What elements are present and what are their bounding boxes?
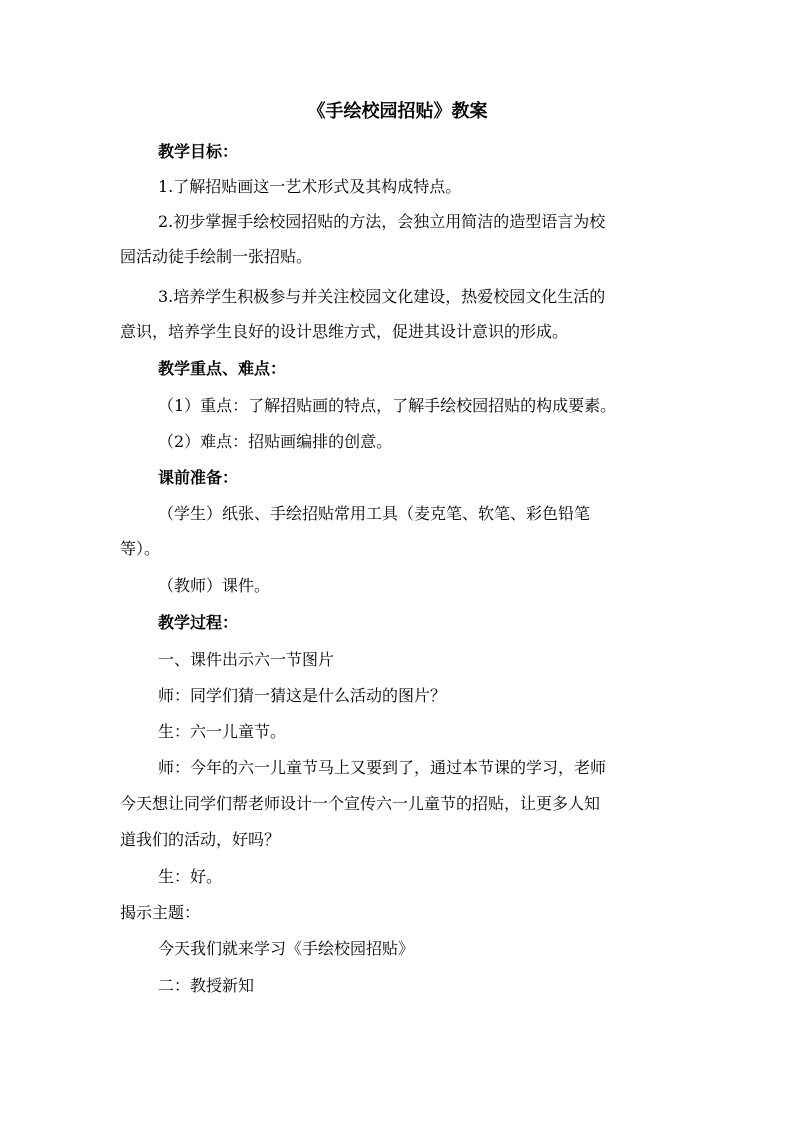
keypoint-2: （2）难点：招贴画编排的创意。 (158, 432, 393, 451)
prep-teacher: （教师）课件。 (158, 576, 271, 595)
process-heading: 教学过程： (158, 613, 239, 632)
objective-2-line2: 园活动徒手绘制一张招贴。 (120, 247, 313, 266)
dialog-3-line2: 今天想让同学们帮老师设计一个宣传六一儿童节的招贴，让更多人知 (120, 794, 601, 813)
objectives-heading: 教学目标： (158, 142, 239, 161)
dialog-1: 师：同学们猜一猜这是什么活动的图片？ (158, 686, 447, 705)
objective-2-line1: 2.初步掌握手绘校园招贴的方法，会独立用简洁的造型语言为校 (158, 212, 606, 231)
step-1: 一、课件出示六一节图片 (158, 650, 335, 669)
objective-1: 1.了解招贴画这一艺术形式及其构成特点。 (158, 177, 462, 196)
dialog-4: 生：好。 (158, 867, 223, 886)
prep-student-line2: 等）。 (120, 539, 161, 558)
reveal-text: 今天我们就来学习《手绘校园招贴》 (158, 939, 415, 958)
objective-3-line2: 意识，培养学生良好的设计思维方式，促进其设计意识的形成。 (120, 322, 569, 341)
prep-student-line1: （学生）纸张、手绘招贴常用工具（麦克笔、软笔、彩色铅笔 (158, 504, 591, 523)
dialog-2: 生：六一儿童节。 (158, 722, 287, 741)
prep-heading: 课前准备： (158, 468, 239, 487)
keypoints-heading: 教学重点、难点： (158, 359, 287, 378)
document-title: 《手绘校园招贴》教案 (307, 101, 488, 122)
dialog-3-line3: 道我们的活动，好吗？ (120, 830, 281, 849)
step-2: 二：教授新知 (158, 976, 255, 995)
keypoint-1: （1）重点：了解招贴画的特点，了解手绘校园招贴的构成要素。 (158, 396, 617, 415)
objective-3-line1: 3.培养学生积极参与并关注校园文化建设，热爱校园文化生活的 (158, 287, 606, 306)
dialog-3-line1: 师：今年的六一儿童节马上又要到了，通过本节课的学习，老师 (158, 758, 607, 777)
reveal-heading: 揭示主题： (120, 903, 201, 922)
